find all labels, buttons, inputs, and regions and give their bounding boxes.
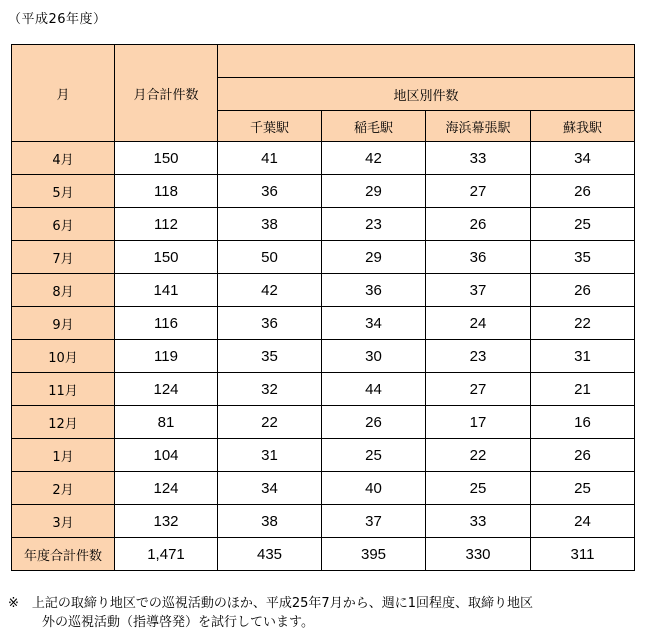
monthly-total-cell: 116 [115,307,218,340]
station-count-cell: 31 [218,439,322,472]
month-cell: 11月 [12,373,115,406]
station-count-cell: 27 [426,175,531,208]
month-cell: 7月 [12,241,115,274]
monthly-total-cell: 150 [115,241,218,274]
station-count-cell: 35 [531,241,635,274]
header-month: 月 [12,45,115,142]
station-count-cell: 26 [531,175,635,208]
station-count-cell: 44 [322,373,426,406]
monthly-total-cell: 104 [115,439,218,472]
station-count-cell: 22 [218,406,322,439]
month-cell: 6月 [12,208,115,241]
station-count-cell: 37 [426,274,531,307]
header-station: 稲毛駅 [322,111,426,142]
footnote-line-2: 外の巡視活動（指導啓発）を試行しています。 [42,615,314,630]
station-count-cell: 29 [322,175,426,208]
table-row [12,175,635,208]
footnote-line-1: ※ 上記の取締り地区での巡視活動のほか、平成25年7月から、週に1回程度、取締り地区 [8,596,533,611]
station-count-cell: 21 [531,373,635,406]
station-count-cell: 50 [218,241,322,274]
station-count-cell: 37 [322,505,426,538]
station-count-cell: 36 [322,274,426,307]
station-count-cell: 34 [531,142,635,175]
table-row [12,307,635,340]
station-count-cell: 25 [322,439,426,472]
station-count-cell: 26 [531,439,635,472]
month-cell: 5月 [12,175,115,208]
monthly-total-cell: 112 [115,208,218,241]
station-annual-total-cell: 435 [218,538,322,571]
month-cell: 12月 [12,406,115,439]
station-count-cell: 38 [218,208,322,241]
month-cell: 4月 [12,142,115,175]
station-count-cell: 25 [426,472,531,505]
table-row [12,241,635,274]
table-row [12,208,635,241]
footnote [8,594,628,632]
station-count-cell: 34 [322,307,426,340]
monthly-total-cell: 141 [115,274,218,307]
monthly-total-cell: 81 [115,406,218,439]
station-count-cell: 23 [426,340,531,373]
month-cell: 9月 [12,307,115,340]
table-row [12,274,635,307]
station-count-cell: 36 [218,307,322,340]
station-count-cell: 42 [218,274,322,307]
table-row [12,472,635,505]
table-row [12,373,635,406]
station-count-cell: 25 [531,472,635,505]
station-annual-total-cell: 395 [322,538,426,571]
annual-total-row [12,538,635,571]
station-count-cell: 41 [218,142,322,175]
monthly-total-cell: 118 [115,175,218,208]
monthly-total-cell: 119 [115,340,218,373]
station-annual-total-cell: 330 [426,538,531,571]
month-cell: 1月 [12,439,115,472]
month-cell: 10月 [12,340,115,373]
station-count-cell: 32 [218,373,322,406]
table-row [12,439,635,472]
station-count-cell: 26 [531,274,635,307]
station-count-cell: 40 [322,472,426,505]
station-count-cell: 22 [531,307,635,340]
header-district-group: 地区別件数 [218,78,635,111]
header-station: 千葉駅 [218,111,322,142]
annual-total-cell: 1,471 [115,538,218,571]
station-count-cell: 33 [426,142,531,175]
station-count-cell: 42 [322,142,426,175]
header-station: 蘇我駅 [531,111,635,142]
month-cell: 8月 [12,274,115,307]
header-monthly-total: 月合計件数 [115,45,218,142]
station-count-cell: 30 [322,340,426,373]
station-count-cell: 26 [426,208,531,241]
station-count-cell: 22 [426,439,531,472]
station-count-cell: 29 [322,241,426,274]
monthly-total-cell: 124 [115,373,218,406]
header-station: 海浜幕張駅 [426,111,531,142]
header-spacer [218,45,635,78]
station-count-cell: 24 [426,307,531,340]
monthly-count-table [11,44,635,571]
station-count-cell: 16 [531,406,635,439]
station-count-cell: 35 [218,340,322,373]
station-annual-total-cell: 311 [531,538,635,571]
header-row-top [12,45,635,78]
table-row [12,142,635,175]
station-count-cell: 34 [218,472,322,505]
station-count-cell: 36 [218,175,322,208]
month-cell: 3月 [12,505,115,538]
station-count-cell: 23 [322,208,426,241]
table-row [12,505,635,538]
month-cell: 2月 [12,472,115,505]
annual-total-label: 年度合計件数 [12,538,115,571]
monthly-total-cell: 132 [115,505,218,538]
station-count-cell: 31 [531,340,635,373]
station-count-cell: 27 [426,373,531,406]
station-count-cell: 36 [426,241,531,274]
station-count-cell: 25 [531,208,635,241]
station-count-cell: 26 [322,406,426,439]
station-count-cell: 17 [426,406,531,439]
station-count-cell: 38 [218,505,322,538]
table-row [12,406,635,439]
monthly-total-cell: 150 [115,142,218,175]
station-count-cell: 24 [531,505,635,538]
station-count-cell: 33 [426,505,531,538]
fiscal-year-caption: （平成26年度） [8,12,107,27]
table-row [12,340,635,373]
monthly-total-cell: 124 [115,472,218,505]
